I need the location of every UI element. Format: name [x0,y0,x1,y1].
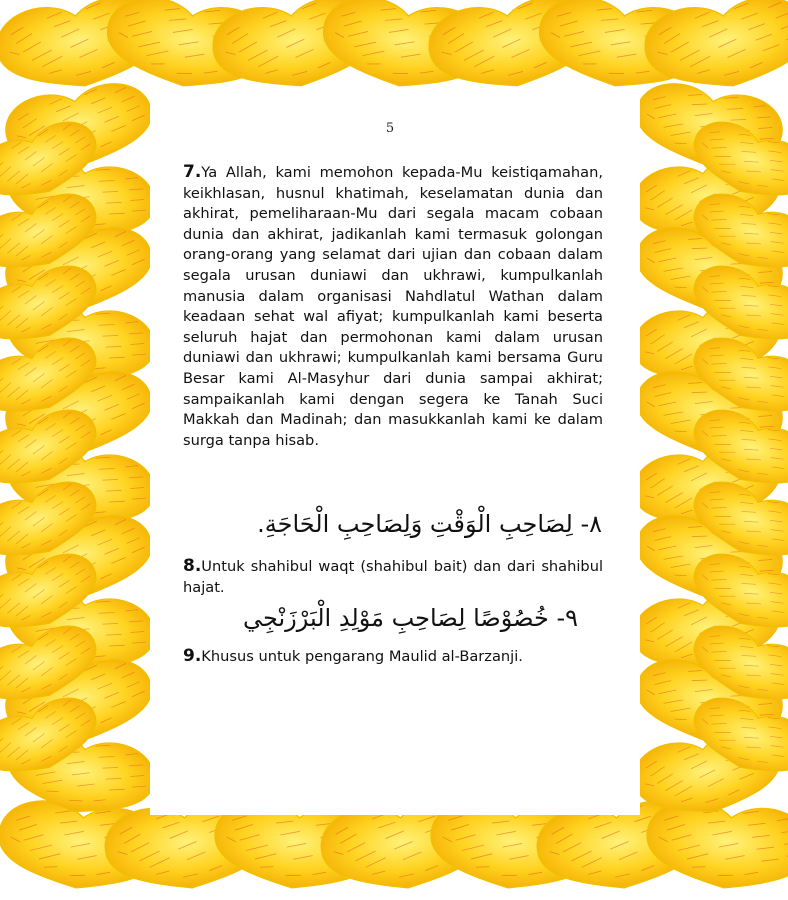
item-8-number: 8. [183,556,202,576]
page-number: 5 [385,121,395,136]
item-9-text: Khusus untuk pengarang Maulid al-Barzanji. [201,648,523,665]
arabic-line-9: ٩- خُصُوْصًا لِصَاحِبِ مَوْلِدِ الْبَرْزَنْجِي [242,604,578,632]
item-7-paragraph [183,162,603,451]
arabic-line-8: ٨- لِصَاحِبِ الْوَقْتِ وَلِصَاحِبِ الْحَاجَةِ. [257,510,602,538]
item-9-number: 9. [183,646,202,666]
item-8-paragraph [183,556,603,598]
item-9-paragraph [183,646,603,668]
item-8-text: Untuk shahibul waqt (shahibul bait) dan dari shahibul hajat. [183,558,603,596]
item-7-number: 7. [183,162,202,182]
item-7-text: Ya Allah, kami memohon kepada-Mu keistiqamahan, keikhlasan, husnul khatimah, keselamatan dunia dan akhirat, pemeliharaan-Mu dari segala macam cobaan dunia dan akhirat, jadikanlah kami termasuk golongan orang-orang yang selamat dari ujian dan cobaan dalam segala urusan duniawi dan ukhrawi, kumpulkanlah manusia dalam organisasi Nahdlatul Wathan dalam keadaan sehat wal afiyat; kumpulkanlah kami beserta seluruh hajat dan permohonan kami dalam urusan duniawi dan ukhrawi; kumpulkanlah kami bersama Guru Besar kami Al-Masyhur dari dunia sampai akhirat; sampaikanlah kami dengan segera ke Tanah Suci Makkah dan Madinah; dan masukkanlah kami ke dalam surga tanpa hisab. [183,164,603,449]
